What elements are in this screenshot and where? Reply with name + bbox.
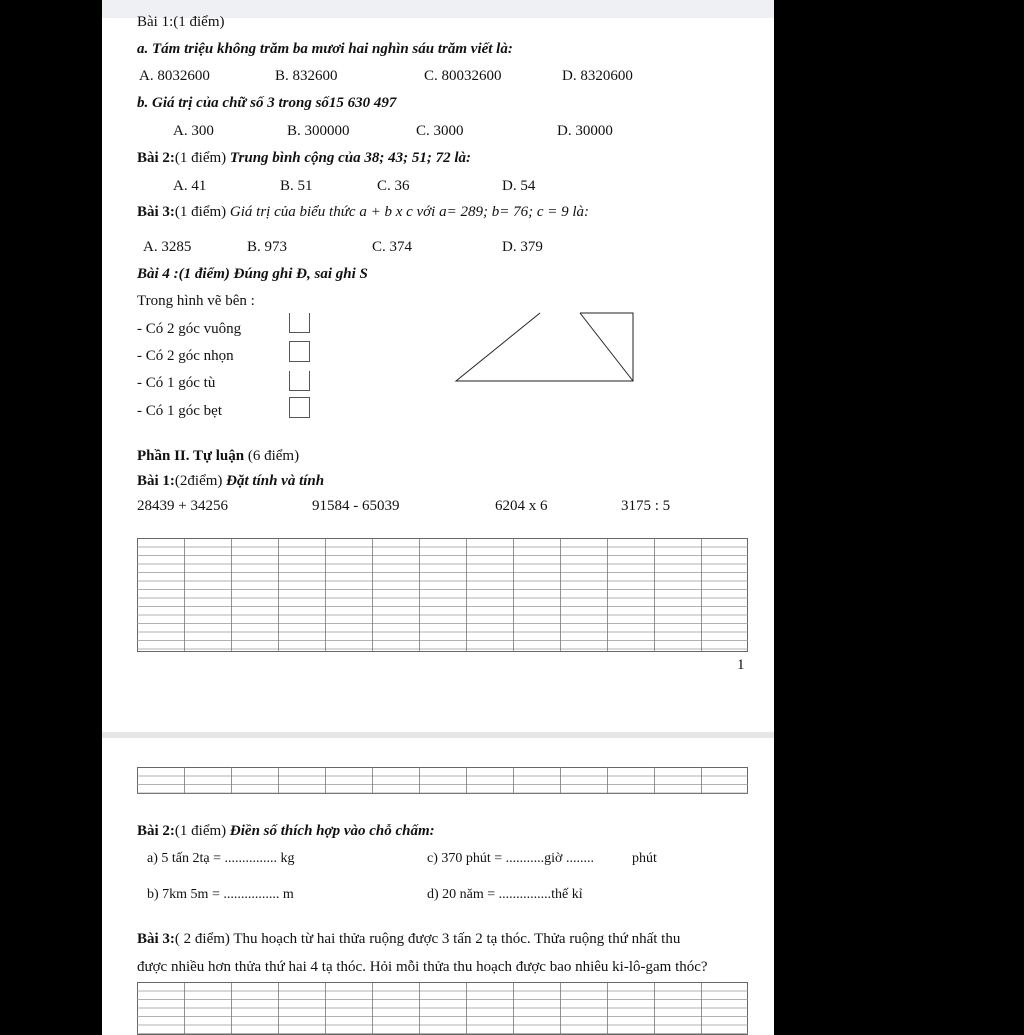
part2-heading <box>137 447 299 465</box>
calc-2: 91584 - 65039 <box>312 498 400 514</box>
fill-item-a: a) 5 tấn 2tạ = ............... kg <box>147 851 295 866</box>
question-1b: b. Giá trị của chữ số 3 trong số15 630 497 <box>137 95 397 111</box>
part1-bai3-heading <box>137 203 589 221</box>
bai2-option-a: A. 41 <box>173 178 207 194</box>
bai2-points: (1 điểm) <box>174 150 227 166</box>
bai3-option-b: B. 973 <box>247 239 288 255</box>
part1-bai1-heading <box>137 13 224 31</box>
part2-bai3-line1 <box>137 930 680 948</box>
part2-bai2-heading <box>137 822 435 840</box>
calc-3: 6204 x 6 <box>495 498 548 514</box>
grid-lines <box>137 767 748 794</box>
q1a-option-a: A. 8032600 <box>139 68 210 84</box>
part2-bai3-line2: được nhiều hơn thửa thứ hai 4 tạ thóc. Hỏi mỗi thửa thu hoạch được bao nhiêu ki-lô-gam thóc? <box>137 959 708 975</box>
part2-points: (6 điểm) <box>247 448 300 464</box>
fill-item-b: b) 7km 5m = ................ m <box>147 887 294 902</box>
fill-item-c: c) 370 phút = ...........giờ ........ <box>427 851 594 866</box>
answer-box-1[interactable] <box>289 313 310 333</box>
q1b-option-d: D. 30000 <box>557 123 613 139</box>
bai2-option-b: B. 51 <box>280 178 313 194</box>
grid-lines <box>137 538 748 652</box>
writing-grid-2[interactable] <box>137 767 748 794</box>
page-number: 1 <box>737 657 745 673</box>
q1a-option-b: B. 832600 <box>275 68 338 84</box>
q1b-option-c: C. 3000 <box>416 123 464 139</box>
bai3-question: Giá trị của biểu thức a + b x c với a= 289; b= 76; c = 9 là: <box>229 204 590 220</box>
bai4-item-3: - Có 1 góc tù <box>137 375 216 391</box>
fill-item-c-unit: phút <box>632 851 657 866</box>
calc-4: 3175 : 5 <box>621 498 671 514</box>
p2-bai1-points: (2điểm) <box>174 473 223 489</box>
p2-bai3-text1: ( 2 điểm) Thu hoạch từ hai thửa ruộng được 3 tấn 2 tạ thóc. Thửa ruộng thứ nhất thu <box>174 931 681 947</box>
bai4-item-1: - Có 2 góc vuông <box>137 321 242 337</box>
grid-border <box>138 768 748 794</box>
part1-bai2-heading <box>137 149 471 167</box>
bai2-option-c: C. 36 <box>377 178 410 194</box>
answer-box-2[interactable] <box>289 341 310 362</box>
q1a-option-d: D. 8320600 <box>562 68 633 84</box>
bai4-item-2: - Có 2 góc nhọn <box>137 348 234 364</box>
q1b-option-b: B. 300000 <box>287 123 350 139</box>
q1a-option-c: C. 80032600 <box>424 68 502 84</box>
bai3-title: Bài 3: <box>137 204 175 220</box>
fill-item-d: d) 20 năm = ...............thế kỉ <box>427 887 583 902</box>
p2-bai2-task: Điền số thích hợp vào chỗ chấm: <box>229 823 435 839</box>
q1b-option-a: A. 300 <box>173 123 214 139</box>
bai3-option-a: A. 3285 <box>143 239 192 255</box>
bai1-points: (1 điểm) <box>173 14 225 30</box>
p2-bai2-title: Bài 2: <box>137 823 175 839</box>
trapezoid-figure <box>452 310 638 386</box>
grid-border <box>138 983 748 1035</box>
answer-box-4[interactable] <box>289 397 310 418</box>
bai4-item-4: - Có 1 góc bẹt <box>137 403 222 419</box>
bai3-points: (1 điểm) <box>174 204 227 220</box>
part2-title: Phần II. Tự luận <box>137 448 245 464</box>
grid-lines <box>137 982 748 1035</box>
writing-grid-3[interactable] <box>137 982 748 1035</box>
p2-bai3-title: Bài 3: <box>137 931 175 947</box>
question-1a: a. Tám triệu không trăm ba mươi hai nghìn sáu trăm viết là: <box>137 41 513 57</box>
part2-bai1-heading <box>137 472 324 490</box>
writing-grid-1[interactable] <box>137 538 748 652</box>
p2-bai2-points: (1 điểm) <box>174 823 227 839</box>
bai1-title: Bài 1: <box>137 14 174 30</box>
bai2-question: Trung bình cộng của 38; 43; 51; 72 là: <box>229 150 472 166</box>
p2-bai1-title: Bài 1: <box>137 473 175 489</box>
bai4-intro: Trong hình vẽ bên : <box>137 293 255 309</box>
part1-bai4-heading: Bài 4 :(1 điểm) Đúng ghi Đ, sai ghi S <box>137 266 368 282</box>
bai3-option-d: D. 379 <box>502 239 543 255</box>
calc-1: 28439 + 34256 <box>137 498 228 514</box>
bai2-title: Bài 2: <box>137 150 175 166</box>
p2-bai1-task: Đặt tính và tính <box>226 473 325 489</box>
answer-box-3[interactable] <box>289 371 310 391</box>
bai3-option-c: C. 374 <box>372 239 413 255</box>
bai2-option-d: D. 54 <box>502 178 536 194</box>
